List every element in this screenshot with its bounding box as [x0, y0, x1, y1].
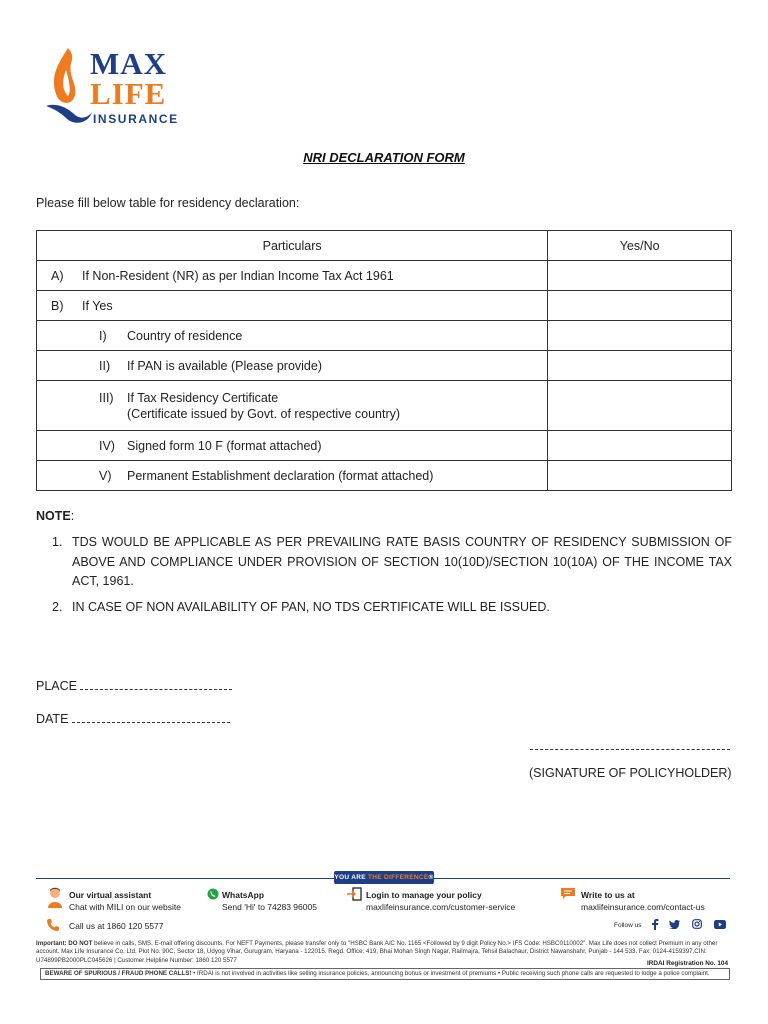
row-label: If Yes: [82, 298, 113, 313]
assistant-avatar-icon: [46, 887, 64, 909]
write-block: [581, 889, 705, 913]
twitter-icon[interactable]: [669, 920, 680, 929]
particulars-cell: [37, 431, 548, 461]
particulars-cell: [37, 291, 548, 321]
beware-text: • IRDAI is not involved in activities like selling insurance policies, announcing bonus or investment of premiums • Public receiving such phone calls are requested to lodge a police complaint.: [191, 970, 710, 977]
whatsapp-icon: [207, 888, 219, 900]
chat-bubble-icon: [560, 887, 576, 900]
yes-no-cell[interactable]: [548, 321, 732, 351]
yes-no-cell[interactable]: [548, 431, 732, 461]
follow-us-label: Follow us: [614, 922, 642, 929]
fraud-warning-box: [40, 968, 730, 980]
tagline-pre: YOU ARE: [334, 874, 368, 881]
note-number: 1.: [52, 535, 63, 549]
place-field: [36, 679, 232, 693]
logo-insurance-text: INSURANCE: [93, 112, 179, 126]
tagline-mark: ®: [428, 874, 434, 881]
note-item: [52, 533, 732, 592]
login-link[interactable]: maxlifeinsurance.com/customer-service: [366, 902, 516, 912]
row-label: If PAN is available (Please provide): [127, 358, 322, 373]
date-input-line[interactable]: [72, 715, 230, 723]
row-marker: I): [99, 328, 107, 343]
tagline-highlight: THE DIFFERENCE: [367, 874, 429, 881]
place-label: PLACE: [36, 679, 77, 693]
note-text: TDS WOULD BE APPLICABLE AS PER PREVAILING RATE BASIS COUNTRY OF RESIDENCY SUBMISSION OF ABOVE AND COMPLIANCE UNDER PROVISION OF SECTION 10(10D)/SECTION 10(10A) OF THE INCOME TAX ACT, 1961.: [72, 535, 732, 588]
assistant-block: [69, 889, 181, 913]
intro-text: Please fill below table for residency declaration:: [36, 196, 300, 210]
table-row: [37, 461, 732, 491]
whatsapp-title: WhatsApp: [222, 890, 265, 900]
note-text: IN CASE OF NON AVAILABILITY OF PAN, NO TDS CERTIFICATE WILL BE ISSUED.: [72, 599, 550, 614]
note-number: 2.: [52, 599, 63, 614]
whatsapp-text[interactable]: Send 'Hi' to 74283 96005: [222, 902, 317, 912]
yes-no-cell[interactable]: [548, 291, 732, 321]
table-row: [37, 321, 732, 351]
login-icon: [346, 887, 362, 901]
date-label: DATE: [36, 712, 69, 726]
instagram-icon[interactable]: [692, 919, 702, 929]
particulars-header: Particulars: [37, 231, 548, 261]
assistant-title: Our virtual assistant: [69, 890, 152, 900]
assistant-text[interactable]: Chat with MILI on our website: [69, 902, 181, 912]
whatsapp-block: [222, 889, 317, 913]
row-marker: II): [99, 358, 111, 373]
facebook-icon[interactable]: [651, 919, 659, 930]
table-row: [37, 351, 732, 381]
note-heading-bold: NOTE: [36, 509, 71, 523]
date-field: [36, 712, 230, 726]
residency-declaration-table: [36, 230, 732, 491]
row-marker: B): [51, 298, 64, 313]
row-marker: A): [51, 268, 64, 283]
logo-max-text: MAX: [90, 46, 168, 81]
note-heading: [36, 509, 74, 523]
signature-label: (SIGNATURE OF POLICYHOLDER): [529, 766, 732, 780]
legal-disclaimer: [36, 940, 730, 965]
note-heading-colon: :: [70, 509, 75, 523]
row-sublabel: (Certificate issued by Govt. of respective country): [127, 406, 401, 421]
table-row: [37, 381, 732, 431]
tagline-badge: [334, 871, 434, 884]
login-block: [366, 889, 515, 913]
yes-no-cell[interactable]: [548, 261, 732, 291]
beware-lead: BEWARE OF SPURIOUS / FRAUD PHONE CALLS!: [45, 970, 192, 977]
logo-life-text: LIFE: [90, 76, 167, 111]
particulars-cell: [37, 351, 548, 381]
row-marker: IV): [99, 438, 115, 453]
place-input-line[interactable]: [80, 682, 232, 690]
irdai-registration: IRDAI Registration No. 104: [647, 960, 728, 967]
particulars-cell: [37, 261, 548, 291]
particulars-cell: [37, 321, 548, 351]
row-label: If Tax Residency Certificate: [127, 390, 279, 405]
login-title: Login to manage your policy: [366, 890, 482, 900]
write-link[interactable]: maxlifeinsurance.com/contact-us: [581, 902, 705, 912]
legal-lead: Important: DO NOT: [36, 940, 93, 947]
youtube-icon[interactable]: [714, 920, 726, 929]
row-label: Country of residence: [127, 328, 243, 343]
flame-logo-icon: [44, 46, 94, 130]
particulars-cell: [37, 461, 548, 491]
legal-text: believe in calls, SMS, E-mail offering discounts. For NEFT Payments, please transfer only to "HSBC Bank A/C No. 1165 <Followed by 9 digit Policy No.> IFS Code: HSBC0110002". Max Life does not collect Premium in any other account. Max Life Insurance Co. Ltd. Plot No. 90C, Sector 18, Udyog Vihar, Gurugram, Haryana - 122015. Regd. Office: 419, Bhai Mohan Singh Nagar, Railmajra, Tehsil Balachaur, District Nawanshahr, Punjab - 144 533. Fax: 0124-4159397,CIN: U74899PB2000PLC045626 | Customer Helpline Number: 1860 120 5577: [36, 940, 718, 964]
yes-no-cell[interactable]: [548, 351, 732, 381]
row-marker: V): [99, 468, 112, 483]
row-label: If Non-Resident (NR) as per Indian Income Tax Act 1961: [82, 268, 394, 283]
row-label: Signed form 10 F (format attached): [127, 438, 322, 453]
note-item: [52, 598, 732, 618]
table-row: [37, 291, 732, 321]
form-title: NRI DECLARATION FORM: [303, 150, 465, 165]
row-marker: III): [99, 390, 114, 405]
table-row: [37, 431, 732, 461]
write-title: Write to us at: [581, 890, 635, 900]
yes-no-cell[interactable]: [548, 461, 732, 491]
particulars-cell: [37, 381, 548, 431]
notes-list: [52, 533, 732, 623]
yes-no-header: Yes/No: [548, 231, 732, 261]
call-us-text[interactable]: Call us at 1860 120 5577: [69, 921, 164, 931]
table-header-row: [37, 231, 732, 261]
row-label: Permanent Establishment declaration (format attached): [127, 468, 434, 483]
table-row: [37, 261, 732, 291]
max-life-logo: [44, 46, 194, 130]
yes-no-cell[interactable]: [548, 381, 732, 431]
signature-line[interactable]: [530, 749, 730, 750]
phone-icon: [46, 918, 60, 932]
